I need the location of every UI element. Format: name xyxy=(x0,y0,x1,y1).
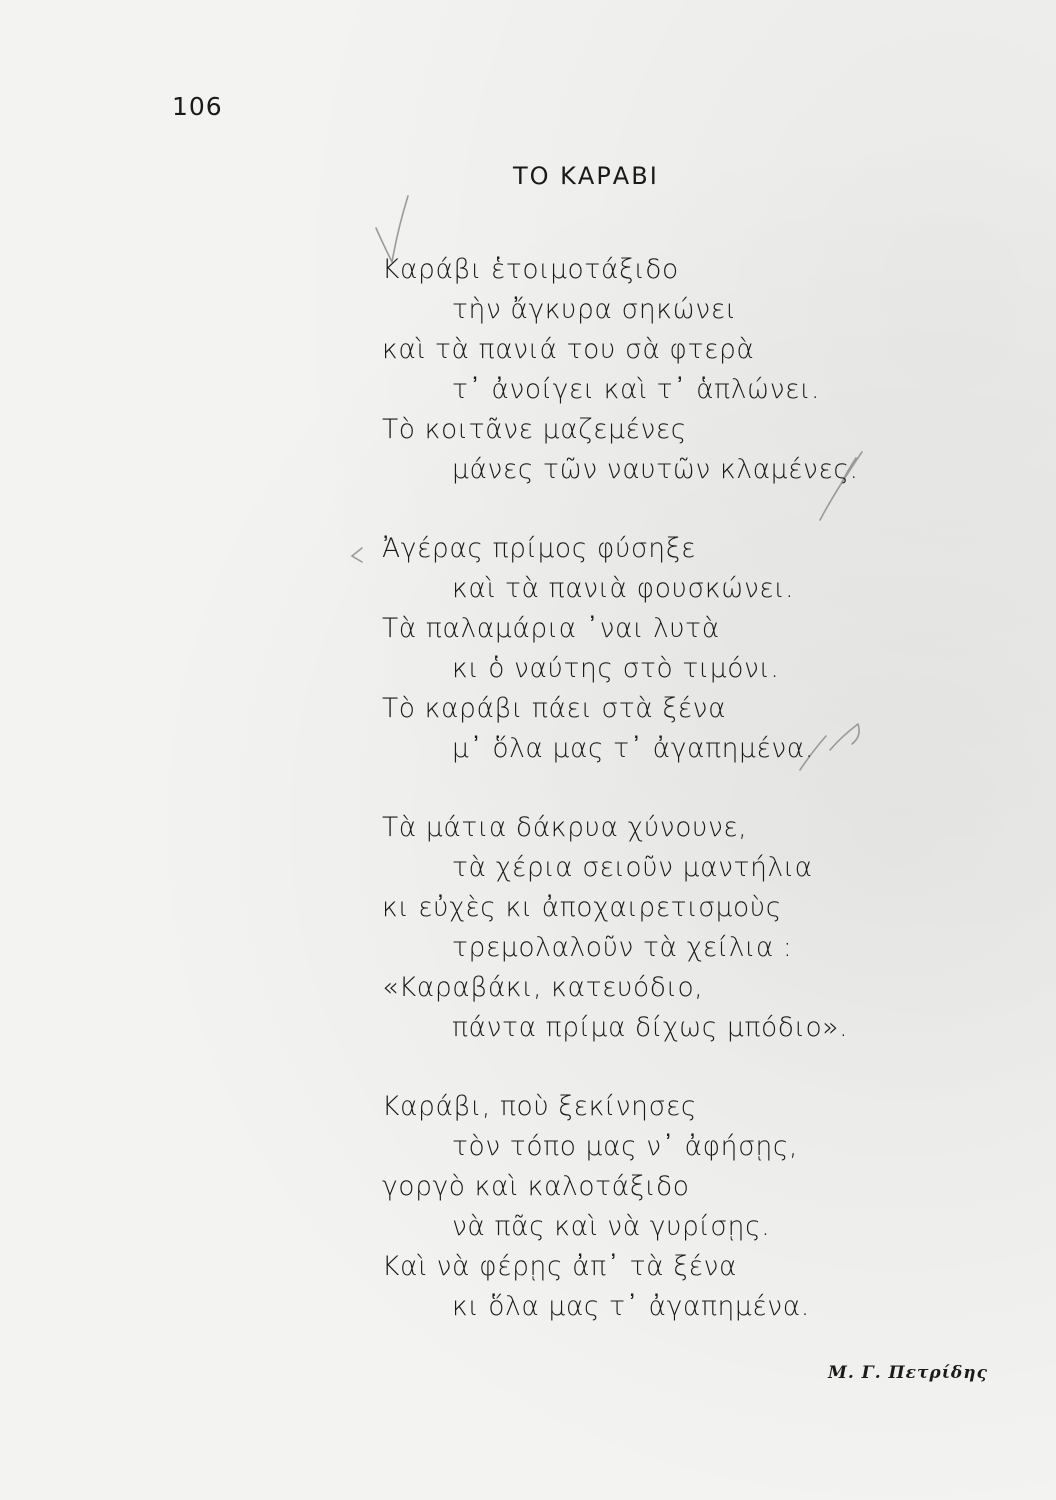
poem-body xyxy=(382,250,942,1366)
poem-line: Καράβι, ποὺ ξεκίνησες xyxy=(382,1091,698,1122)
poem-line: Τὸ κοιτᾶνε μαζεμένες xyxy=(382,414,687,445)
poem-line: Καράβι ἑτοιμοτάξιδο xyxy=(382,254,679,285)
poem-line: κι ὁ ναύτης στὸ τιμόνι. xyxy=(452,653,780,684)
poem-line: κι ὅλα μας τ᾽ ἀγαπημένα. xyxy=(452,1291,810,1322)
poem-line: «Καραβάκι, κατευόδιο, xyxy=(382,972,704,1003)
poem-line: Ἀγέρας πρίμος φύσηξε xyxy=(382,533,696,564)
stanza-1 xyxy=(382,250,942,490)
poem-line: τὰ χέρια σειοῦν μαντήλια xyxy=(452,852,813,883)
stanza-2 xyxy=(382,529,942,769)
poem-line: τὸν τόπο μας ν᾽ ἀφήσῃς, xyxy=(452,1131,799,1162)
poem-line: μ᾽ ὅλα μας τ᾽ ἀγαπημένα. xyxy=(452,733,814,764)
poem-line: καὶ τὰ πανιὰ φουσκώνει. xyxy=(452,573,795,604)
stanza-4 xyxy=(382,1087,942,1327)
poem-line: κι εὐχὲς κι ἀποχαιρετισμοὺς xyxy=(382,892,782,923)
poem-line: τρεμολαλοῦν τὰ χείλια : xyxy=(452,932,793,963)
poem-line: Καὶ νὰ φέρῃς ἀπ᾽ τὰ ξένα xyxy=(382,1251,738,1282)
poem-line: νὰ πᾶς καὶ νὰ γυρίσῃς. xyxy=(452,1211,771,1242)
poem-title: ΤΟ ΚΑΡΑΒΙ xyxy=(513,162,659,190)
page-number: 106 xyxy=(172,92,223,121)
poem-line: γοργὸ καὶ καλοτάξιδο xyxy=(382,1171,690,1202)
poem-line: Τὰ παλαμάρια ᾽ναι λυτὰ xyxy=(382,613,720,644)
pencil-small-mark xyxy=(352,548,362,562)
stanza-3 xyxy=(382,808,942,1048)
poem-line: Τὰ μάτια δάκρυα χύνουνε, xyxy=(382,812,748,843)
poem-line: τ᾽ ἀνοίγει καὶ τ᾽ ἁπλώνει. xyxy=(452,374,820,405)
poem-line: καὶ τὰ πανιά του σὰ φτερὰ xyxy=(382,334,755,365)
poem-line: τὴν ἄγκυρα σηκώνει xyxy=(452,294,737,325)
author-signature: Μ. Γ. Πετρίδης xyxy=(828,1363,988,1383)
poem-line: Τὸ καράβι πάει στὰ ξένα xyxy=(382,693,727,724)
poem-line: πάντα πρίμα δίχως μπόδιο». xyxy=(452,1012,849,1043)
poem-line: μάνες τῶν ναυτῶν κλαμένες. xyxy=(452,454,859,485)
